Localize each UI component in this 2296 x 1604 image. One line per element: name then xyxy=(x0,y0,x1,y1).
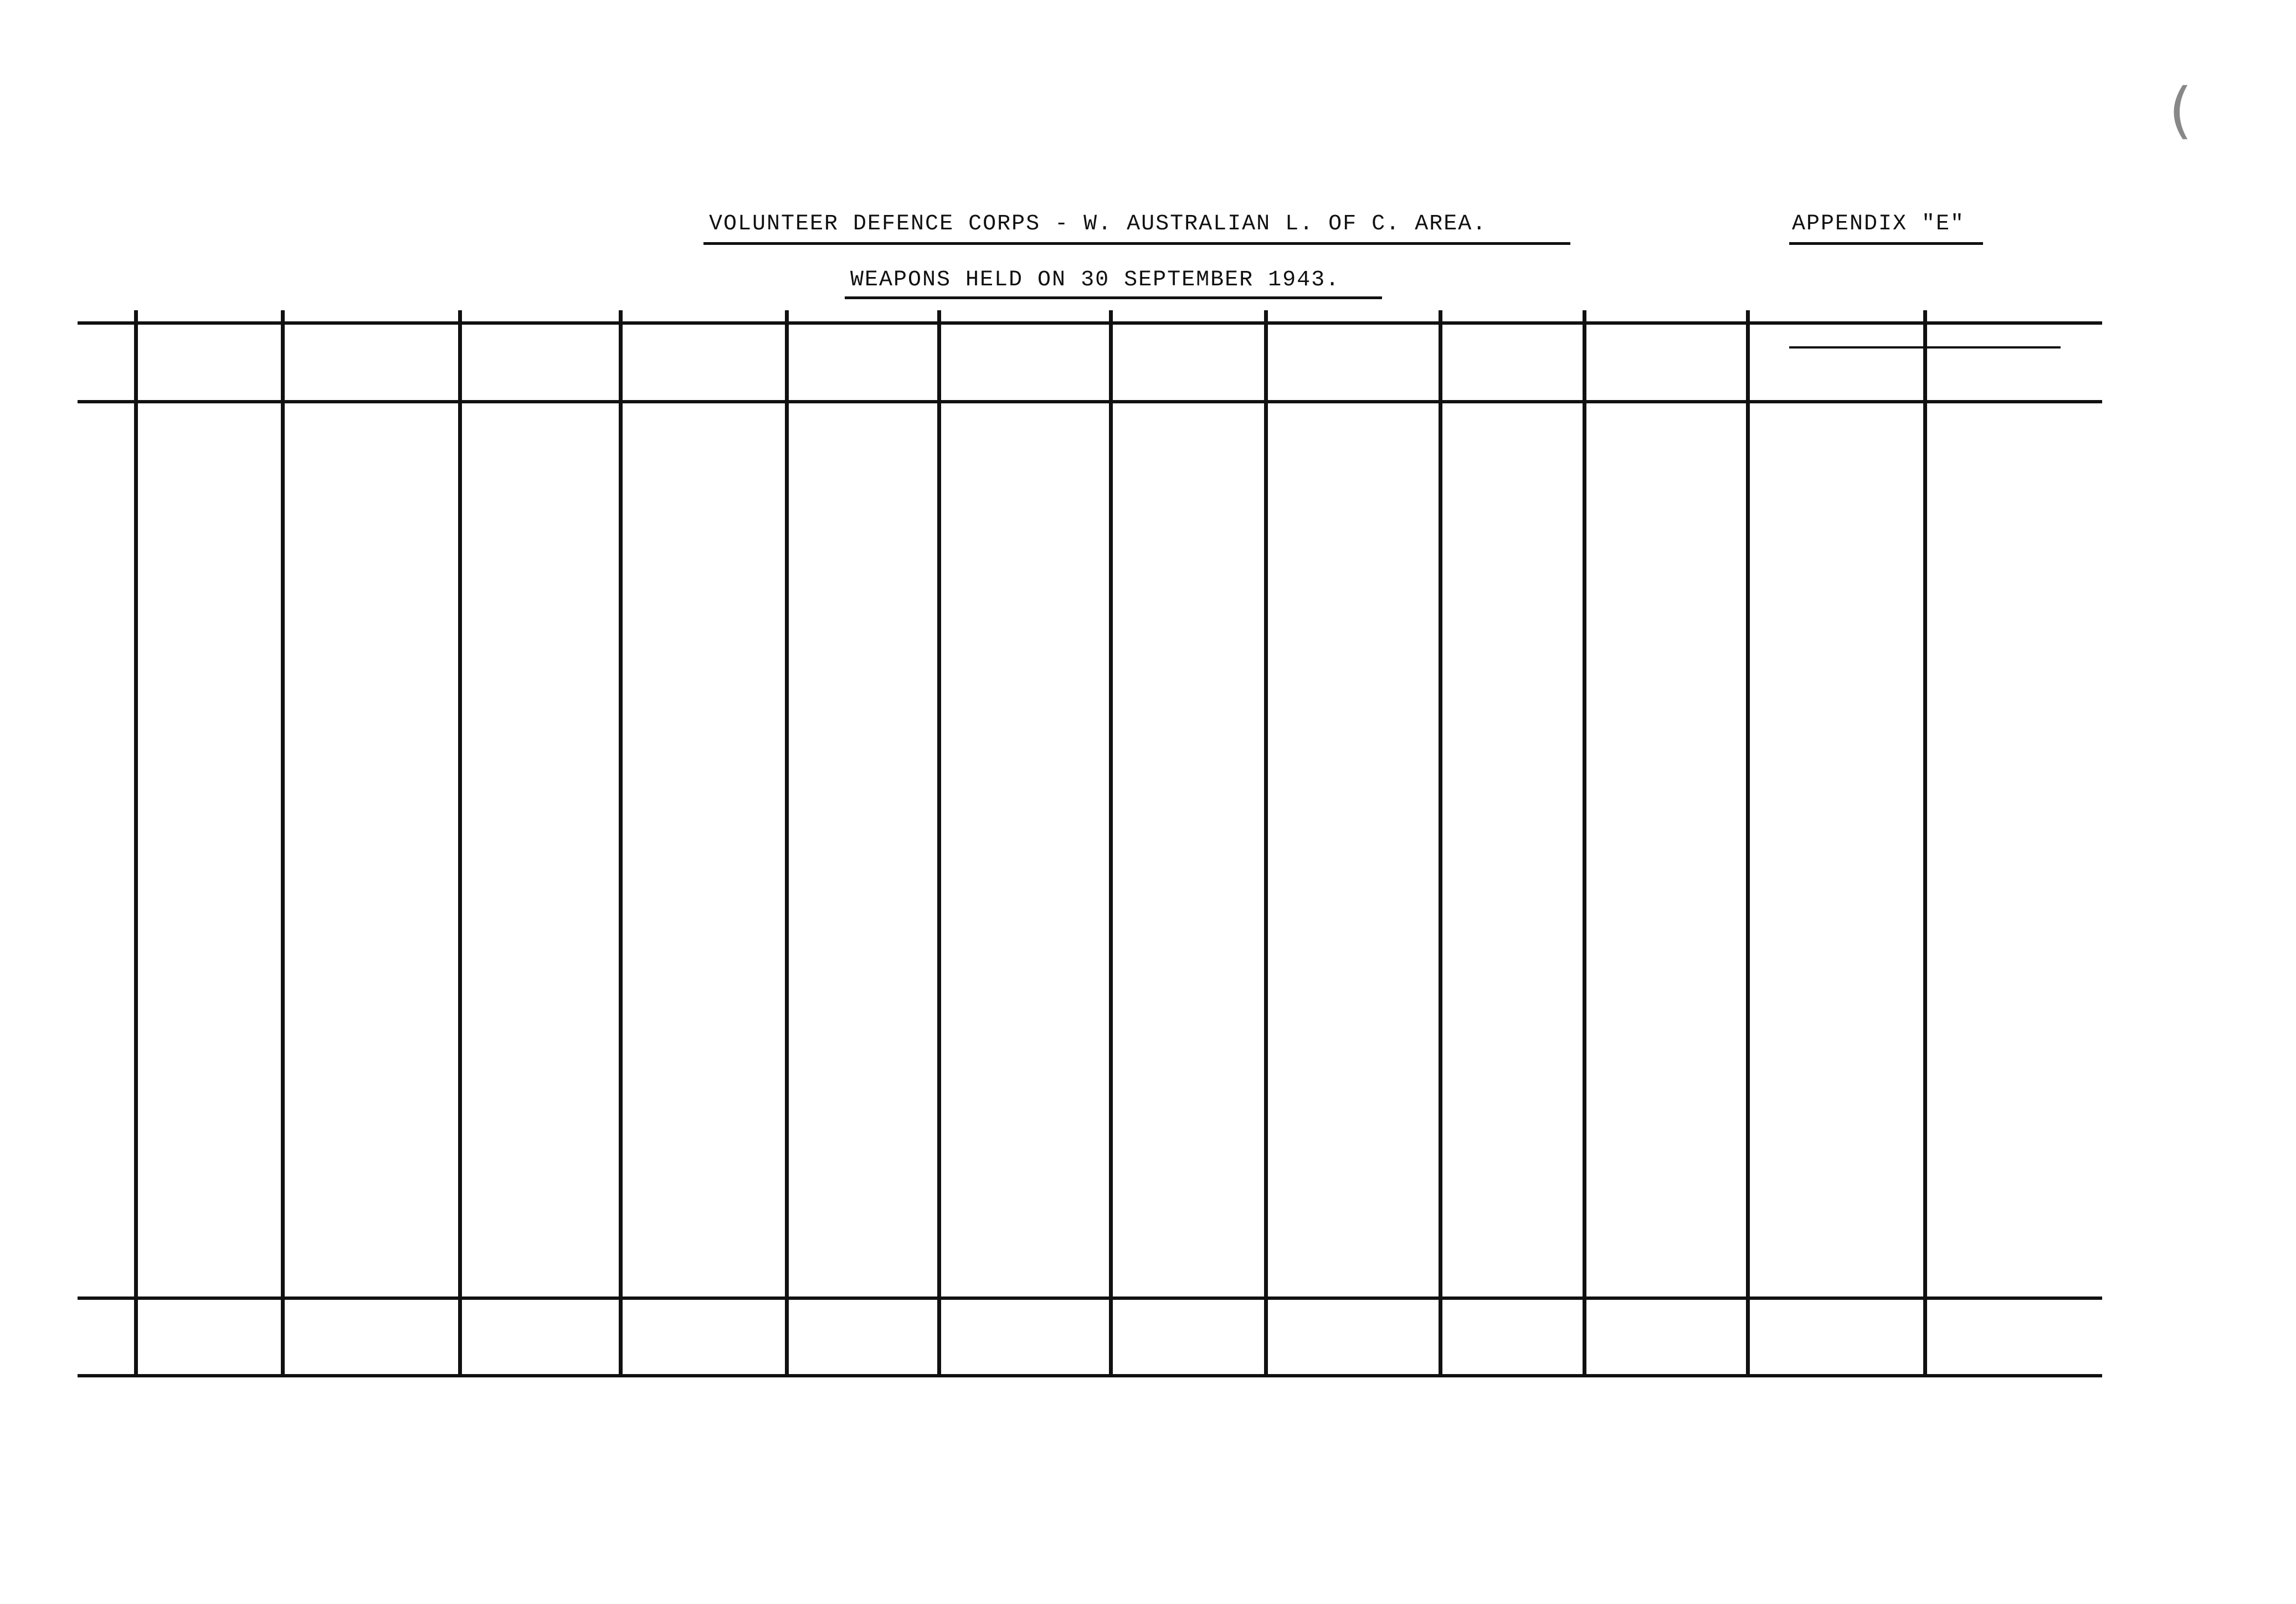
document-title: VOLUNTEER DEFENCE CORPS - W. AUSTRALIAN L. OF C. AREA. xyxy=(709,212,1487,237)
column-divider xyxy=(619,310,623,1377)
header-top-rule xyxy=(78,321,2102,325)
column-divider xyxy=(1439,310,1442,1377)
column-divider xyxy=(458,310,462,1377)
table-bottom-rule xyxy=(78,1374,2102,1377)
appendix-label: APPENDIX "E" xyxy=(1792,212,1965,237)
column-divider xyxy=(1109,310,1113,1377)
column-divider xyxy=(1746,310,1750,1377)
document-subtitle: WEAPONS HELD ON 30 SEPTEMBER 1943. xyxy=(850,268,1340,293)
subtitle-underline xyxy=(845,296,1382,299)
column-divider xyxy=(134,310,138,1377)
column-divider xyxy=(1264,310,1268,1377)
column-divider xyxy=(937,310,941,1377)
column-divider xyxy=(281,310,285,1377)
body-bottom-rule xyxy=(78,1296,2102,1300)
appendix-underline xyxy=(1789,242,1983,245)
column-divider xyxy=(785,310,789,1377)
column-divider xyxy=(1583,310,1586,1377)
margin-mark: ( xyxy=(2169,75,2192,146)
column-divider xyxy=(1923,310,1927,1377)
header-bottom-rule xyxy=(78,400,2102,403)
title-underline xyxy=(703,242,1570,245)
